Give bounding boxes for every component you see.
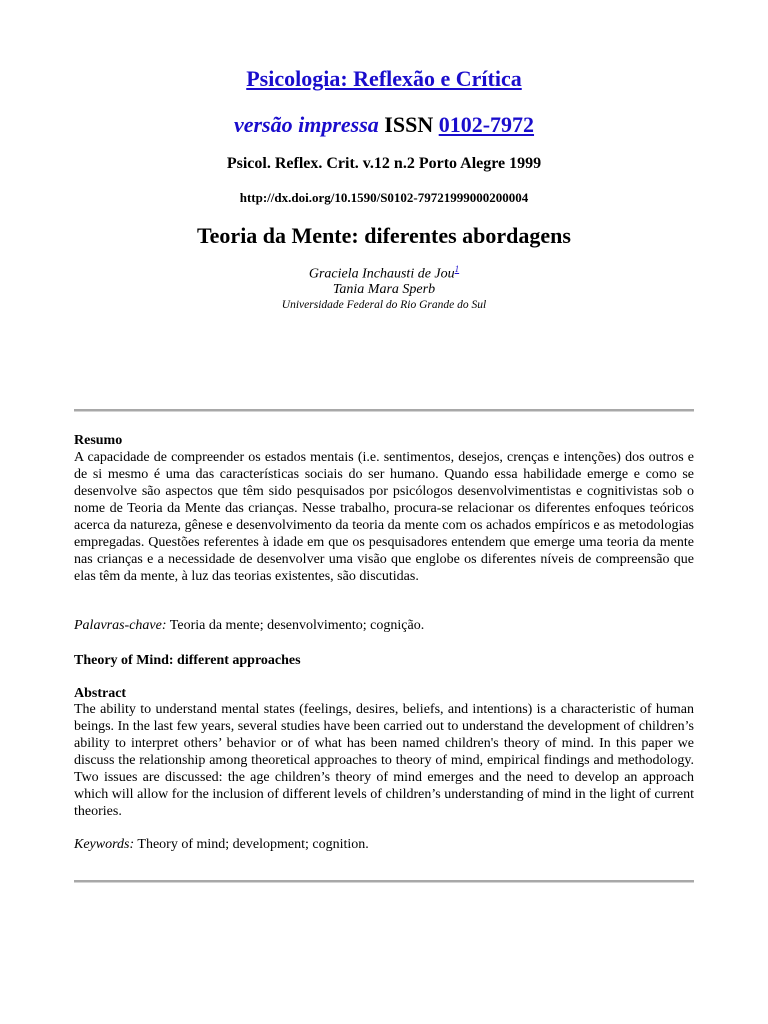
issn-label: ISSN	[384, 112, 434, 137]
palavras-chave	[74, 617, 694, 634]
resumo-text: A capacidade de compreender os estados mentais (i.e. sentimentos, desejos, crenças e intenções) dos outros e de si mesmo é uma das características sociais do ser humano. Quando essa habilidade emerge e como se desenvolve são aspectos que têm sido pesquisados por psicólogos desenvolvimentistas e cognitivistas sob o nome de Teoria da Mente das crianças. Nesse trabalho, procura-se relacionar os diferentes enfoques teóricos acerca da natureza, gênese e desenvolvimento da teoria da mente com os achados empíricos e as metodologias empregadas. Questões referentes à idade em que os pesquisadores entendem que emerge uma teoria da mente nas crianças e a necessidade de desenvolver uma visão que englobe os diferentes níveis de compreensão que elas têm da mente, à luz das teorias existentes, são discutidas.	[74, 450, 694, 584]
version-label: versão impressa	[233, 112, 379, 137]
doi-line: http://dx.doi.org/10.1590/S0102-79721999000200004	[239, 190, 529, 205]
issn-link[interactable]: 0102-7972	[438, 112, 535, 137]
affiliation: Universidade Federal do Rio Grande do Sul	[281, 299, 487, 311]
abstract-text: The ability to understand mental states (feelings, desires, beliefs, and intentions) is a characteristic of human beings. In the last few years, several studies have been carried out to understand the development of children’s ability to interpret others’ behavior or of what has been named children's theory of mind. In this paper we discuss the relationship among theoretical approaches to theory of mind, empirical findings and methodology. Two issues are discussed: the age children’s theory of mind emerges and the need to develop an approach which will allow for the inclusion of different levels of children’s understanding of mind in the light of current theories.	[74, 702, 694, 819]
resumo-heading: Resumo	[74, 433, 123, 448]
journal-title	[0, 66, 768, 92]
abstract-heading: Abstract	[74, 686, 127, 701]
divider-bottom	[74, 880, 694, 883]
english-title: Theory of Mind: different approaches	[74, 653, 301, 668]
keywords-label: Keywords:	[74, 837, 135, 852]
author-1-footnote-link[interactable]: 1	[454, 264, 460, 274]
palavras-chave-label: Palavras-chave:	[74, 618, 167, 633]
version-line	[0, 112, 768, 138]
divider-top	[74, 409, 694, 412]
author-1-name: Graciela Inchausti de Jou	[308, 266, 455, 282]
palavras-chave-value: Teoria da mente; desenvolvimento; cognição.	[169, 618, 425, 633]
author-1	[0, 264, 768, 283]
citation-line: Psicol. Reflex. Crit. v.12 n.2 Porto Alegre 1999	[226, 155, 542, 172]
author-2: Tania Mara Sperb	[332, 282, 436, 297]
journal-title-link[interactable]: Psicologia: Reflexão e Crítica	[246, 66, 522, 91]
keywords-value: Theory of mind; development; cognition.	[137, 837, 369, 852]
article-title: Teoria da Mente: diferentes abordagens	[197, 223, 571, 248]
keywords	[74, 836, 694, 853]
